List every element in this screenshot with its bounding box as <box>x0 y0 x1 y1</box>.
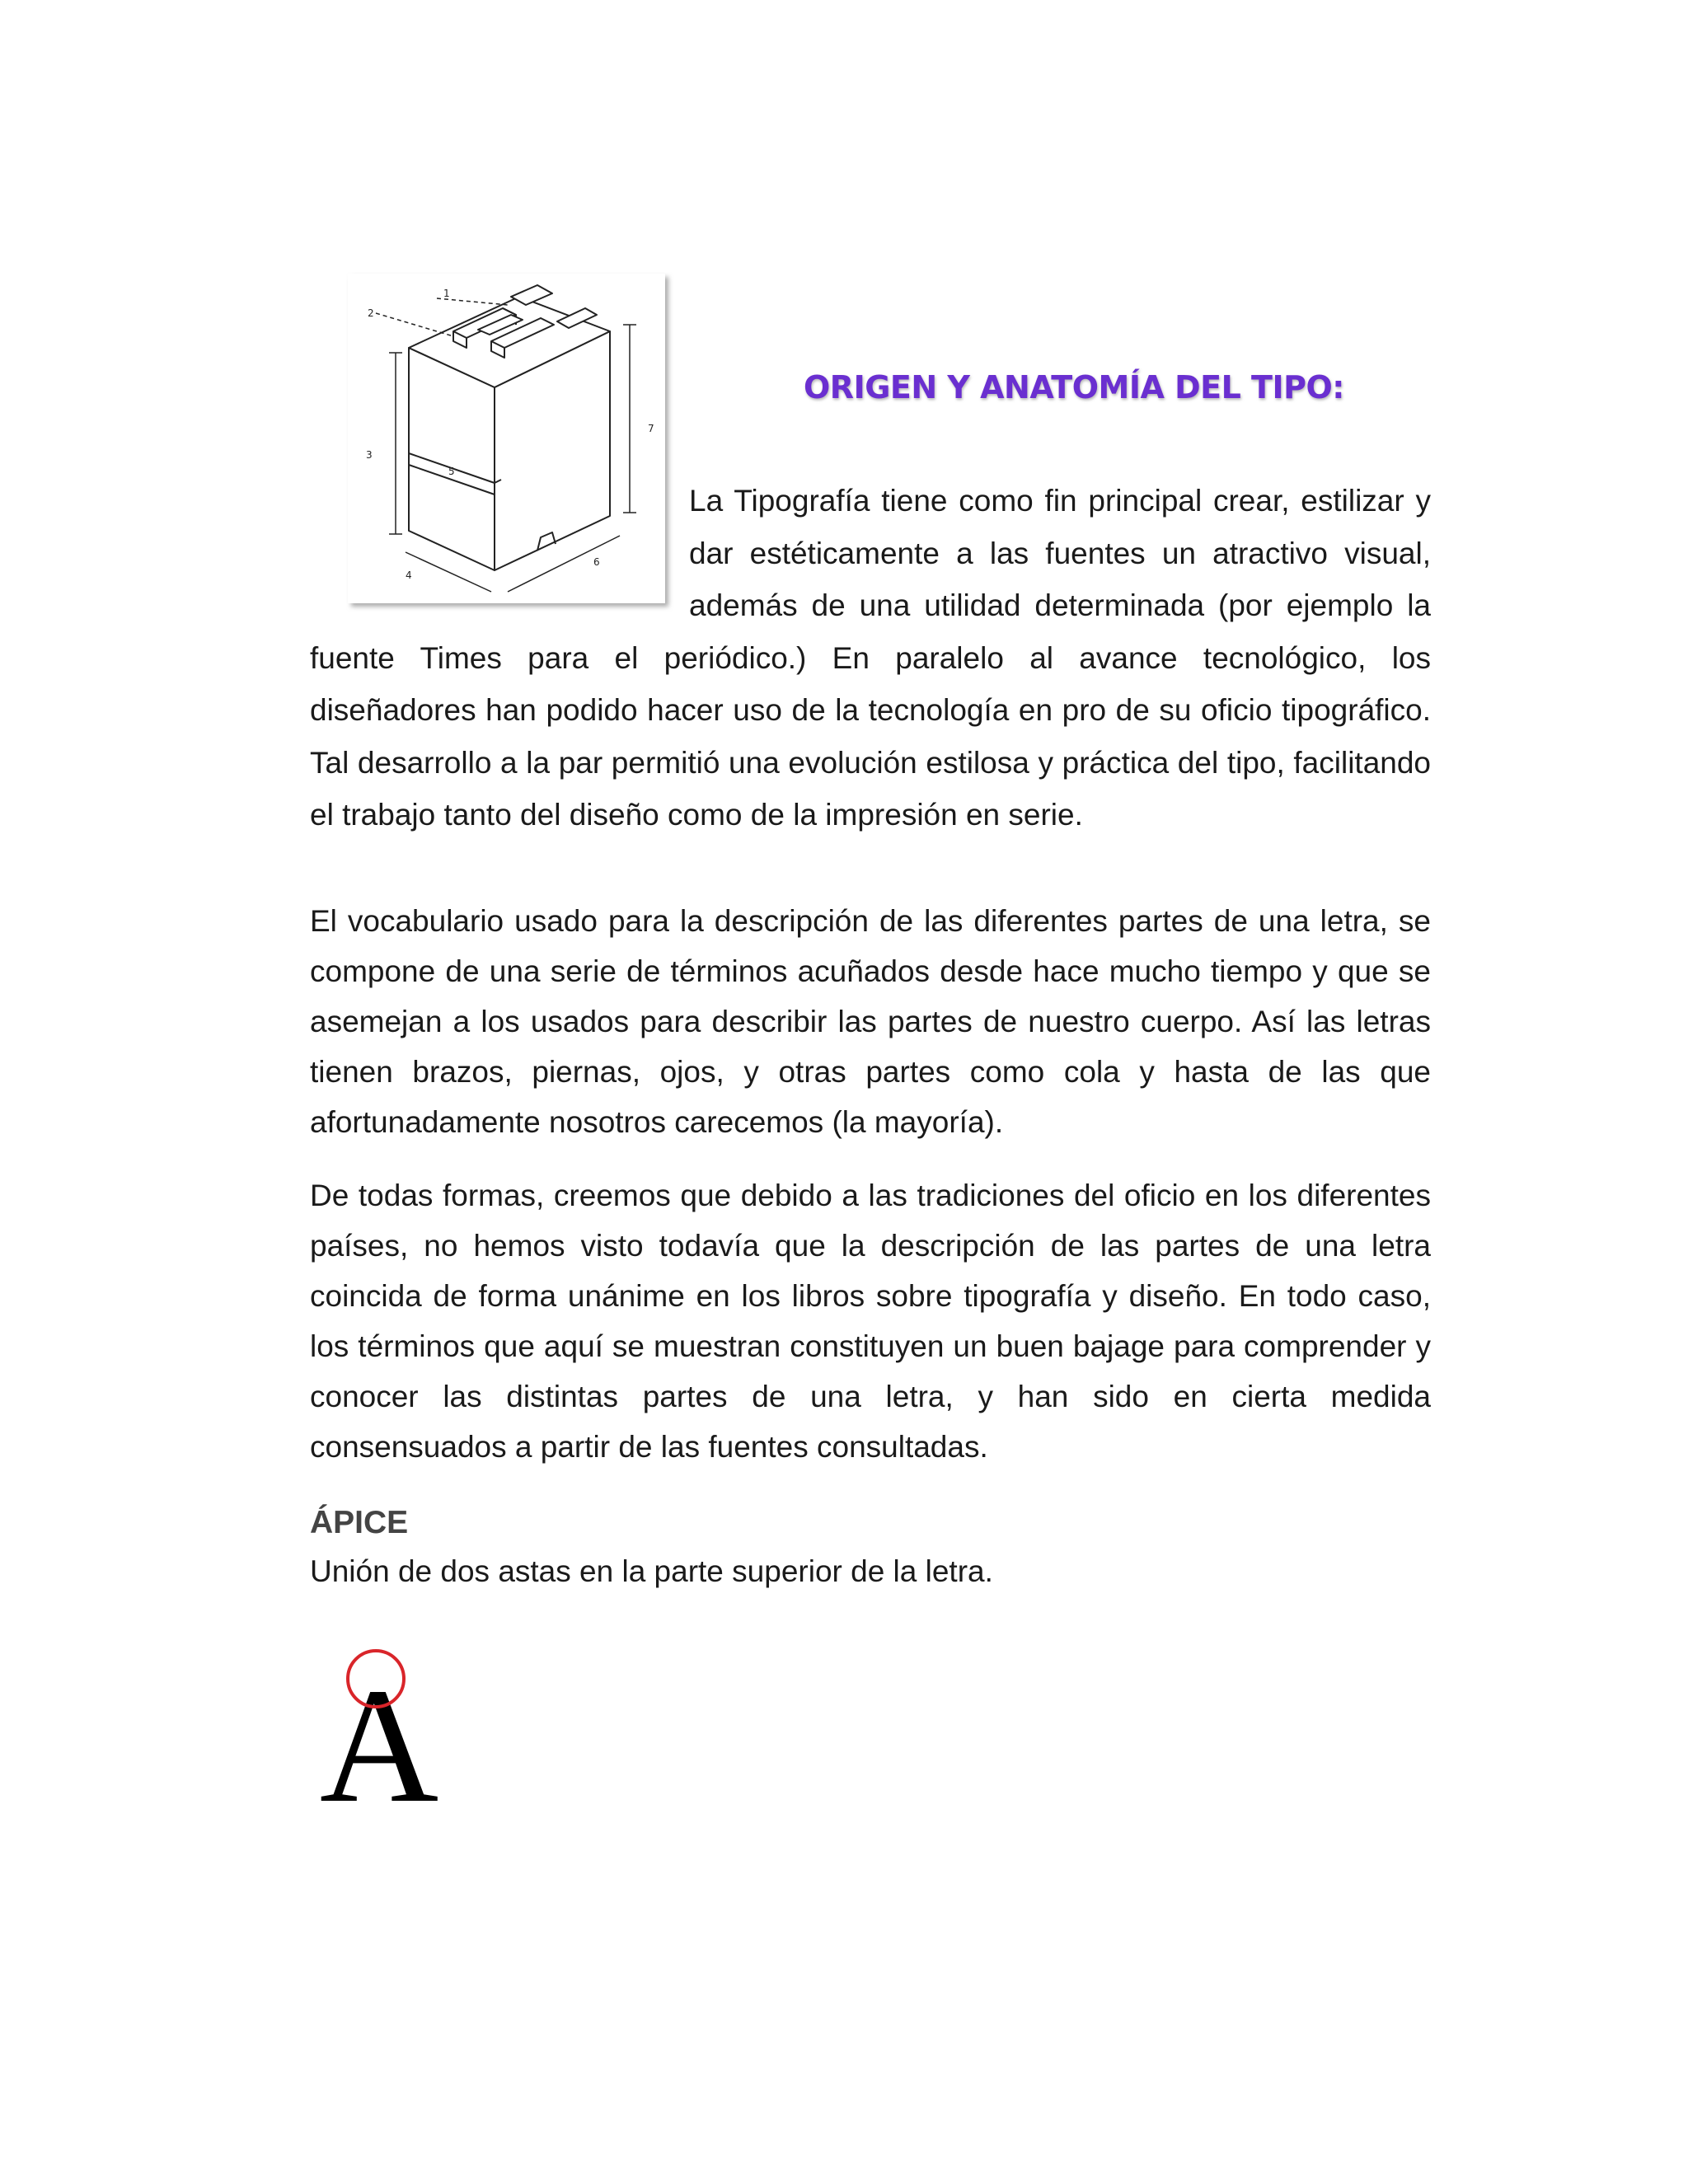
figure-label-3: 3 <box>366 449 373 461</box>
paragraph-vocabulary: El vocabulario usado para la descripción de las diferentes partes de una letra, se compone de una serie de términos acuñados desde hace mucho tiempo y que se asemejan a los usados para describir las partes de nuestro cuerpo. Así las letras tienen brazos, piernas, ojos, y otras partes como cola y hasta de las que afortunadamente nosotros carecemos (la mayoría). <box>310 904 1431 1139</box>
figure-label-1: 1 <box>443 288 450 299</box>
term-definition: Unión de dos astas en la parte superior de la letra. <box>310 1554 993 1588</box>
figure-label-6: 6 <box>593 556 600 568</box>
figure-label-4: 4 <box>406 569 412 581</box>
figure-wrap-space <box>310 475 689 631</box>
apex-letter-figure <box>305 1636 453 1809</box>
figure-label-5: 5 <box>448 466 455 477</box>
paragraph-traditions: De todas formas, creemos que debido a las tradiciones del oficio en los diferentes países, no hemos visto todavía que la descripción de las partes de una letra coincida de forma unánime en los libros sobre tipografía y diseño. En todo caso, los términos que aquí se muestran constituyen un buen bajage para comprender y conocer las distintas partes de una letra, y han sido en cierta medida consensuados a partir de las fuentes consultadas. <box>310 1179 1431 1464</box>
page-title: ORIGEN Y ANATOMÍA DEL TIPO: <box>804 369 1344 405</box>
example-letter: A <box>319 1655 439 1809</box>
figure-label-2: 2 <box>368 307 374 319</box>
term-heading: ÁPICE <box>310 1505 409 1540</box>
paragraph-intro <box>310 475 1431 841</box>
paragraph-intro-text: La Tipografía tiene como fin principal crear, estilizar y dar estéticamente a las fuentes un atractivo visual, además de una utilidad determinada (por ejemplo la fuente Times para el periódico.) En paralelo al avance tecnológico, los diseñadores han podido hacer uso de la tecnología en pro de su oficio tipográfico. Tal desarrollo a la par permitió una evolución estilosa y práctica del tipo, facilitando el trabajo tanto del diseño como de la impresión en serie. <box>310 484 1431 832</box>
figure-label-7: 7 <box>648 423 654 434</box>
